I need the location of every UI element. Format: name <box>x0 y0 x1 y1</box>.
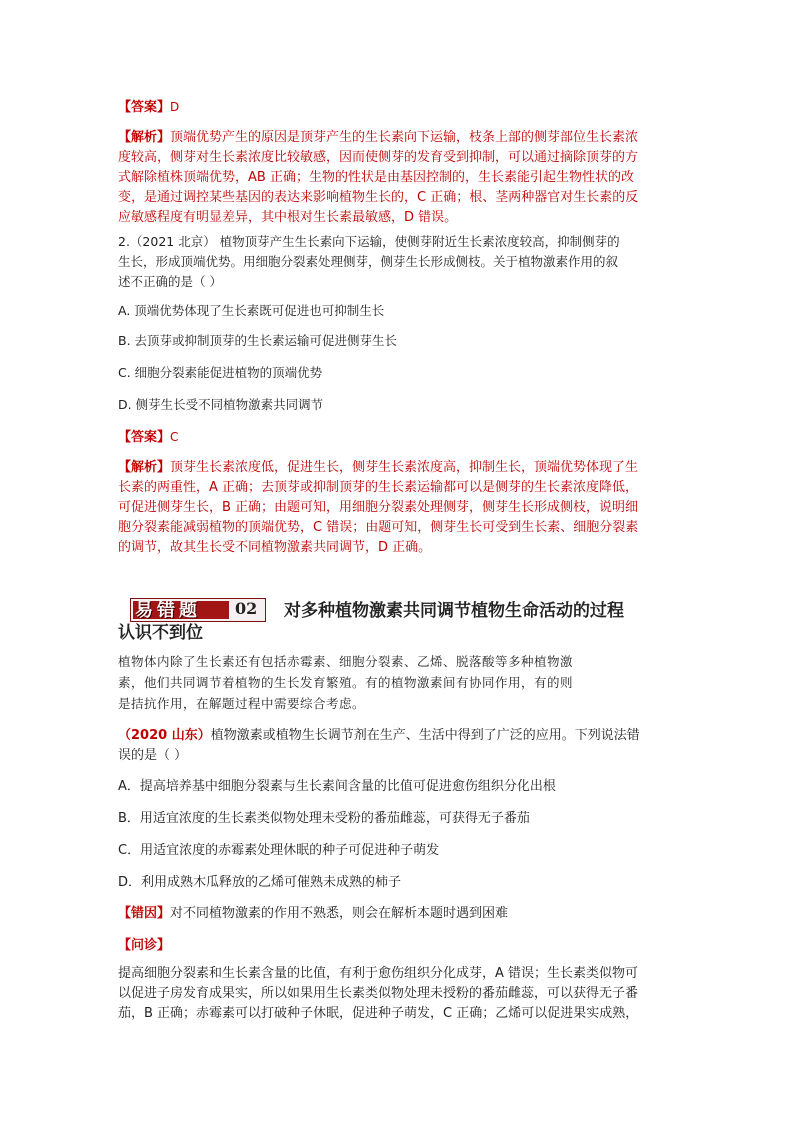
section-title: 对多种植物激素共同调节植物生命活动的过程 <box>284 601 624 621</box>
diagnosis-line: 提高细胞分裂素和生长素含量的比值，有利于愈伤组织分化成芽，A 错误；生长素类似物可 <box>118 966 639 981</box>
q3-option-d: D．利用成熟木瓜释放的乙烯可催熟未成熟的柿子 <box>118 875 402 890</box>
section-title-continued: 认识不到位 <box>118 623 203 643</box>
q3-option-b: B．用适宜浓度的生长素类似物处理未受粉的番茄雌蕊，可获得无子番茄 <box>118 811 530 826</box>
analysis-line: 长素的两重性，A 正确；去顶芽或抑制顶芽的生长素运输都可以是侧芽的生长素浓度降低， <box>118 480 639 495</box>
diagnosis-line: 以促进子房发育成果实，所以如果用生长素类似物处理未授粉的番茄雌蕊，可以获得无子番 <box>118 986 639 1001</box>
q3-error-cause <box>118 904 683 924</box>
badge-label: 易错题 <box>135 600 201 621</box>
q1-answer <box>118 96 683 115</box>
stem-line: 2.（2021 北京） 植物顶芽产生生长素向下运输，使侧芽附近生长素浓度较高，抑制侧芽的 <box>118 234 620 249</box>
diagnosis-line: 茄，B 正确；赤霉素可以打破种子休眠，促进种子萌发，C 正确；乙烯可以促进果实成熟， <box>118 1006 639 1021</box>
intro-line: 素，他们共同调节着植物的生长发育繁殖。有的植物激素间有协同作用，有的则 <box>118 675 574 690</box>
intro-line: 植物体内除了生长素还有包括赤霉素、细胞分裂素、乙烯、脱落酸等多种植物激 <box>118 654 574 669</box>
q3-diagnosis <box>118 964 683 1024</box>
analysis-line: 式解除植株顶端优势，AB 正确；生物的性状是由基因控制的，生长素能引起生物性状的改 <box>118 170 634 185</box>
q3-option-a: A．提高培养基中细胞分裂素与生长素间含量的比值可促进愈伤组织分化出根 <box>118 779 556 794</box>
answer-label: 【答案】 <box>118 100 171 115</box>
section-banner <box>118 594 685 643</box>
intro-line: 是拮抗作用，在解题过程中需要综合考虑。 <box>118 696 366 711</box>
analysis-label: 【解析】 <box>118 130 171 145</box>
q2-option-d: D. 侧芽生长受不同植物激素共同调节 <box>118 397 324 412</box>
q2-option-b: B. 去顶芽或抑制顶芽的生长素运输可促进侧芽生长 <box>118 333 398 348</box>
question-source: （2020 山东） <box>118 728 211 743</box>
section-number: 02 <box>235 599 258 618</box>
answer-value: D <box>170 100 180 114</box>
cause-label: 【错因】 <box>118 906 171 921</box>
q2-answer <box>118 426 683 445</box>
stem-line: 述不正确的是（ ） <box>118 274 222 289</box>
analysis-line: 度较高，侧芽对生长素浓度比较敏感，因而使侧芽的发育受到抑制，可以通过摘除顶芽的方 <box>118 150 639 165</box>
analysis-label: 【解析】 <box>118 460 171 475</box>
analysis-line: 顶端优势产生的原因是顶芽产生的生长素向下运输，枝条上部的侧芽部位生长素浓 <box>170 130 639 145</box>
q2-option-c: C. 细胞分裂素能促进植物的顶端优势 <box>118 365 323 380</box>
q3-diagnosis-label <box>118 934 683 953</box>
q2-stem <box>118 232 683 292</box>
analysis-line: 应敏感程度有明显差异，其中根对生长素最敏感，D 错误。 <box>118 210 458 225</box>
q1-analysis <box>118 128 683 228</box>
analysis-line: 顶芽生长素浓度低，促进生长，侧芽生长素浓度高，抑制生长，顶端优势体现了生 <box>170 460 639 475</box>
answer-value: C <box>170 430 179 444</box>
q2-option-a: A. 顶端优势体现了生长素既可促进也可抑制生长 <box>118 303 385 318</box>
stem-line: 生长，形成顶端优势。用细胞分裂素处理侧芽，侧芽生长形成侧枝。关于植物激素作用的叙 <box>118 254 619 269</box>
analysis-line: 变，是通过调控某些基因的表达来影响植物生长的，C 正确；根、茎两种器官对生长素的反 <box>118 190 639 205</box>
analysis-line: 胞分裂素能减弱植物的顶端优势，C 错误；由题可知，侧芽生长可受到生长素、细胞分裂素 <box>118 520 639 535</box>
q3-option-c: C．用适宜浓度的赤霉素处理休眠的种子可促进种子萌发 <box>118 843 440 858</box>
diagnosis-label: 【问诊】 <box>118 938 171 953</box>
stem-line: 植物激素或植物生长调节剂在生产、生活中得到了广泛的应用。下列说法错 <box>210 728 640 743</box>
cause-text: 对不同植物激素的作用不熟悉，则会在解析本题时遇到困难 <box>170 906 509 921</box>
q2-analysis <box>118 458 683 558</box>
analysis-line: 的调节，故其生长受不同植物激素共同调节，D 正确。 <box>118 540 432 555</box>
stem-line: 误的是（ ） <box>118 748 188 763</box>
analysis-line: 可促进侧芽生长，B 正确；由题可知，用细胞分裂素处理侧芽，侧芽生长形成侧枝，说明细 <box>118 500 639 515</box>
intro-paragraph <box>118 651 683 714</box>
answer-label: 【答案】 <box>118 430 171 445</box>
q3-stem <box>118 726 683 766</box>
